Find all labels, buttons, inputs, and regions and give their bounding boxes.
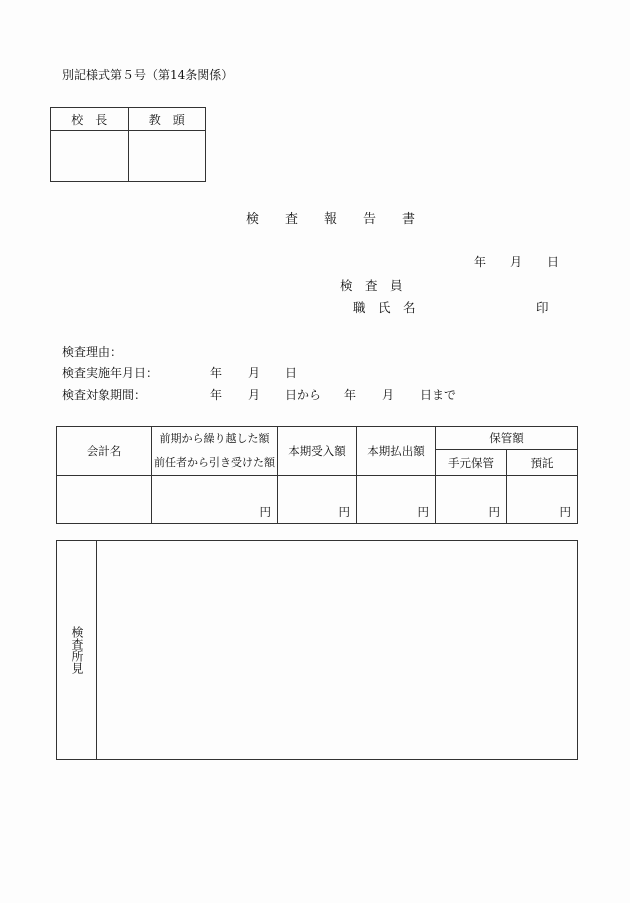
inspection-date-day: 日 xyxy=(285,366,298,380)
cash-on-hand-header: 手元保管 xyxy=(436,450,507,476)
carried-over-line-1: 前期から繰り越した額 xyxy=(159,432,270,445)
period-end-month: 月 xyxy=(382,388,395,402)
findings-label: 検査所見 xyxy=(70,626,84,674)
principal-header: 校 長 xyxy=(51,108,129,131)
period-start-year: 年 xyxy=(210,388,223,402)
carried-over-value[interactable]: 円 xyxy=(152,476,278,524)
approval-stamp-table xyxy=(50,107,206,182)
report-date-month: 月 xyxy=(510,255,523,269)
deposit-value[interactable]: 円 xyxy=(507,476,578,524)
account-name-cell[interactable] xyxy=(57,476,152,524)
inspection-date-year: 年 xyxy=(210,366,223,380)
findings-box xyxy=(56,540,578,760)
paid-value[interactable]: 円 xyxy=(357,476,436,524)
vice-principal-stamp-cell[interactable] xyxy=(128,131,206,182)
document-title: 検 査 報 告 書 xyxy=(246,212,416,227)
findings-content-area[interactable] xyxy=(97,541,577,759)
carried-over-line-2: 前任者から引き受けた額 xyxy=(154,456,275,469)
inspection-reason-label: 検査理由： xyxy=(62,345,123,359)
seal-mark: 印 xyxy=(536,300,549,315)
report-date-day: 日 xyxy=(547,255,560,269)
received-header: 本期受入額 xyxy=(278,427,357,476)
held-header: 保管額 xyxy=(436,427,578,450)
accounts-table xyxy=(56,426,578,524)
form-label: 別記様式第５号（第14条関係） xyxy=(62,68,234,82)
deposit-header: 預託 xyxy=(507,450,578,476)
principal-stamp-cell[interactable] xyxy=(51,131,129,182)
findings-label-column xyxy=(57,541,97,759)
period-start-day: 日から xyxy=(285,388,322,402)
paid-header: 本期払出額 xyxy=(357,427,436,476)
received-value[interactable]: 円 xyxy=(278,476,357,524)
period-end-year: 年 xyxy=(344,388,357,402)
account-name-header: 会計名 xyxy=(57,427,152,476)
cash-on-hand-value[interactable]: 円 xyxy=(436,476,507,524)
inspection-date-label: 検査実施年月日： xyxy=(62,366,159,380)
period-start-month: 月 xyxy=(248,388,261,402)
inspection-date-month: 月 xyxy=(248,366,261,380)
inspector-label: 検 査 員 xyxy=(340,278,403,293)
vice-principal-header: 教 頭 xyxy=(128,108,206,131)
period-end-day: 日まで xyxy=(420,388,457,402)
inspector-name-label: 職 氏 名 xyxy=(353,300,416,315)
carried-over-header xyxy=(152,427,278,476)
report-date-year: 年 xyxy=(474,255,487,269)
inspection-period-label: 検査対象期間： xyxy=(62,388,147,402)
